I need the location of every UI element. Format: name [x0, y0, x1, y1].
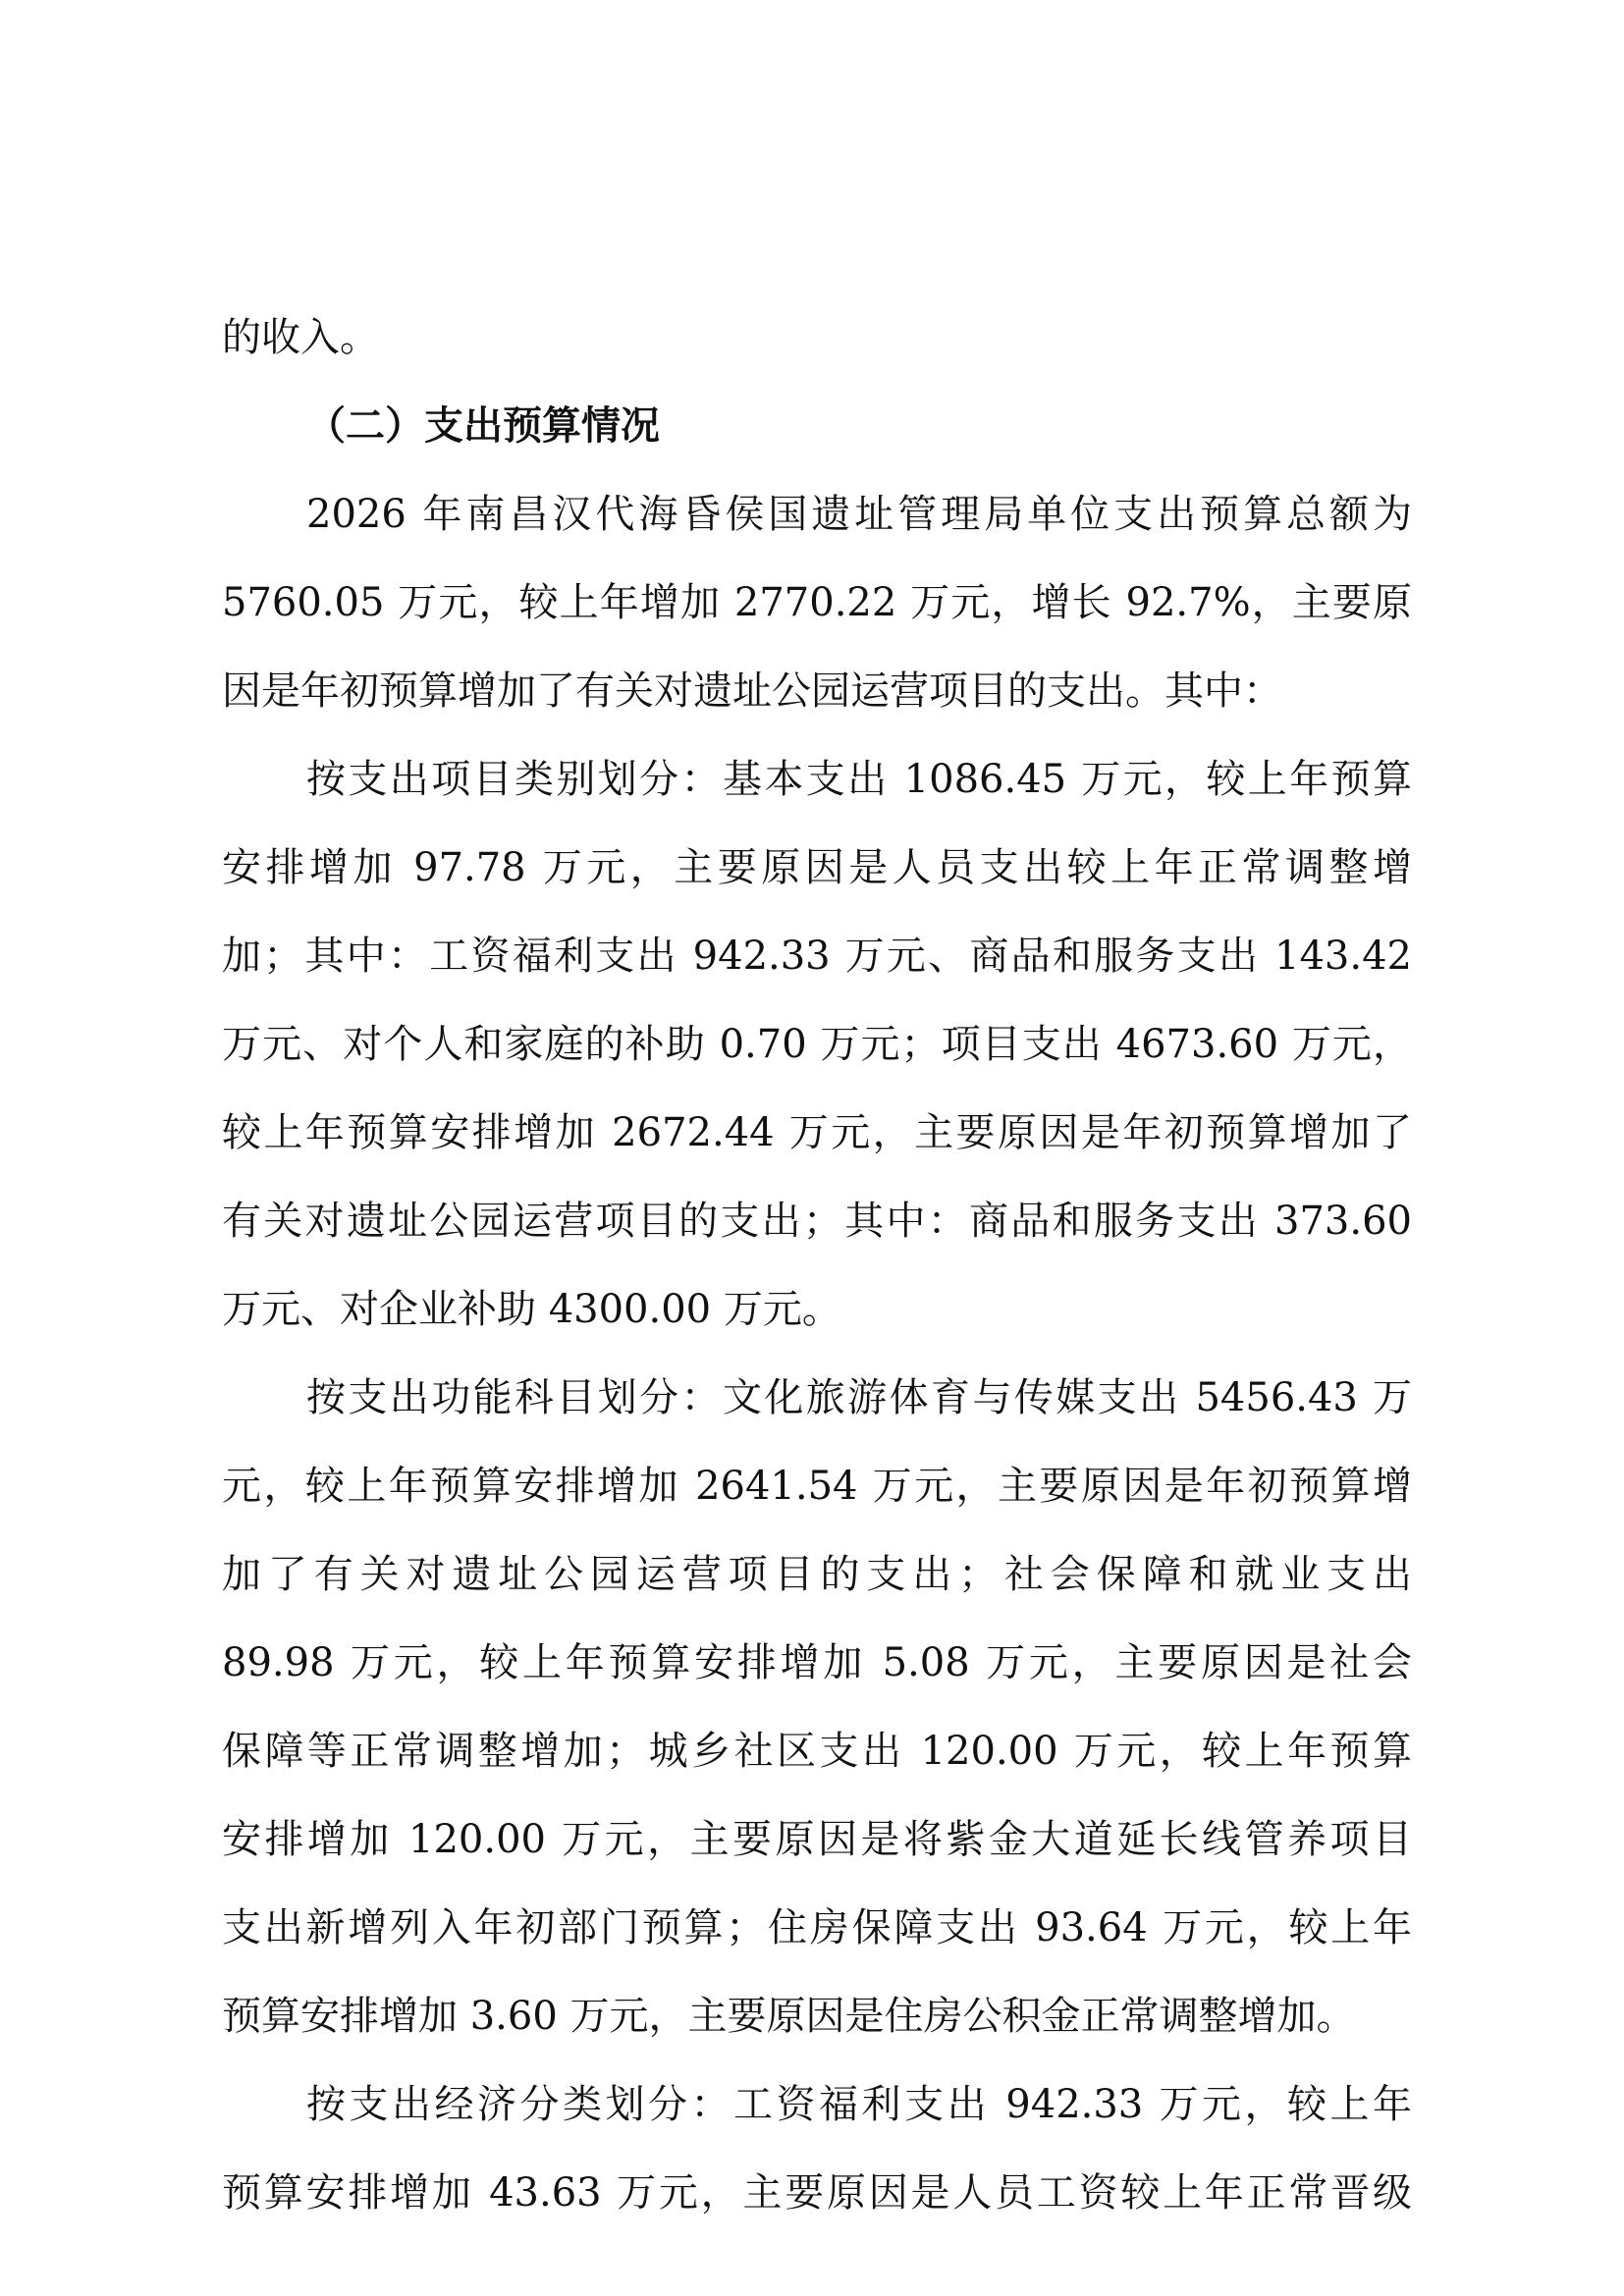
paragraph-line-19: 预算安排增加 3.60 万元，主要原因是住房公积金正常调整增加。: [222, 1994, 1356, 2039]
paragraph-line-21: 预算安排增加 43.63 万元，主要原因是人员工资较上年正常晋级: [222, 2170, 1412, 2216]
paragraph-line-17: 安排增加 120.00 万元，主要原因是将紫金大道延长线管养项目: [222, 1817, 1412, 1862]
paragraph-line-7: 加；其中：工资福利支出 942.33 万元、商品和服务支出 143.42: [222, 934, 1412, 979]
paragraph-line-16: 保障等正常调整增加；城乡社区支出 120.00 万元，较上年预算: [222, 1729, 1412, 1774]
paragraph-line-8: 万元、对个人和家庭的补助 0.70 万元；项目支出 4673.60 万元，: [222, 1022, 1412, 1067]
paragraph-line-9: 较上年预算安排增加 2672.44 万元，主要原因是年初预算增加了: [222, 1110, 1412, 1155]
paragraph-line-10: 有关对遗址公园运营项目的支出；其中：商品和服务支出 373.60: [222, 1199, 1412, 1244]
paragraph-line-13: 元，较上年预算安排增加 2641.54 万元，主要原因是年初预算增: [222, 1464, 1412, 1509]
paragraph-line-3: 5760.05 万元，较上年增加 2770.22 万元，增长 92.7%，主要原: [222, 580, 1412, 625]
paragraph-line-5: 按支出项目类别划分：基本支出 1086.45 万元，较上年预算: [306, 757, 1412, 802]
paragraph-line-18: 支出新增列入年初部门预算；住房保障支出 93.64 万元，较上年: [222, 1905, 1412, 1950]
paragraph-line-2: 2026 年南昌汉代海昏侯国遗址管理局单位支出预算总额为: [306, 492, 1412, 537]
paragraph-line-20: 按支出经济分类划分：工资福利支出 942.33 万元，较上年: [306, 2082, 1412, 2127]
paragraph-line-11: 万元、对企业补助 4300.00 万元。: [222, 1287, 841, 1332]
paragraph-line-6: 安排增加 97.78 万元，主要原因是人员支出较上年正常调整增: [222, 845, 1412, 890]
paragraph-line-1: 的收入。: [222, 315, 379, 360]
paragraph-line-14: 加了有关对遗址公园运营项目的支出；社会保障和就业支出: [222, 1552, 1412, 1597]
section-heading: （二）支出预算情况: [306, 403, 660, 449]
paragraph-line-12: 按支出功能科目划分：文化旅游体育与传媒支出 5456.43 万: [306, 1375, 1412, 1420]
paragraph-line-4: 因是年初预算增加了有关对遗址公园运营项目的支出。其中：: [222, 668, 1282, 714]
paragraph-line-15: 89.98 万元，较上年预算安排增加 5.08 万元，主要原因是社会: [222, 1640, 1412, 1685]
